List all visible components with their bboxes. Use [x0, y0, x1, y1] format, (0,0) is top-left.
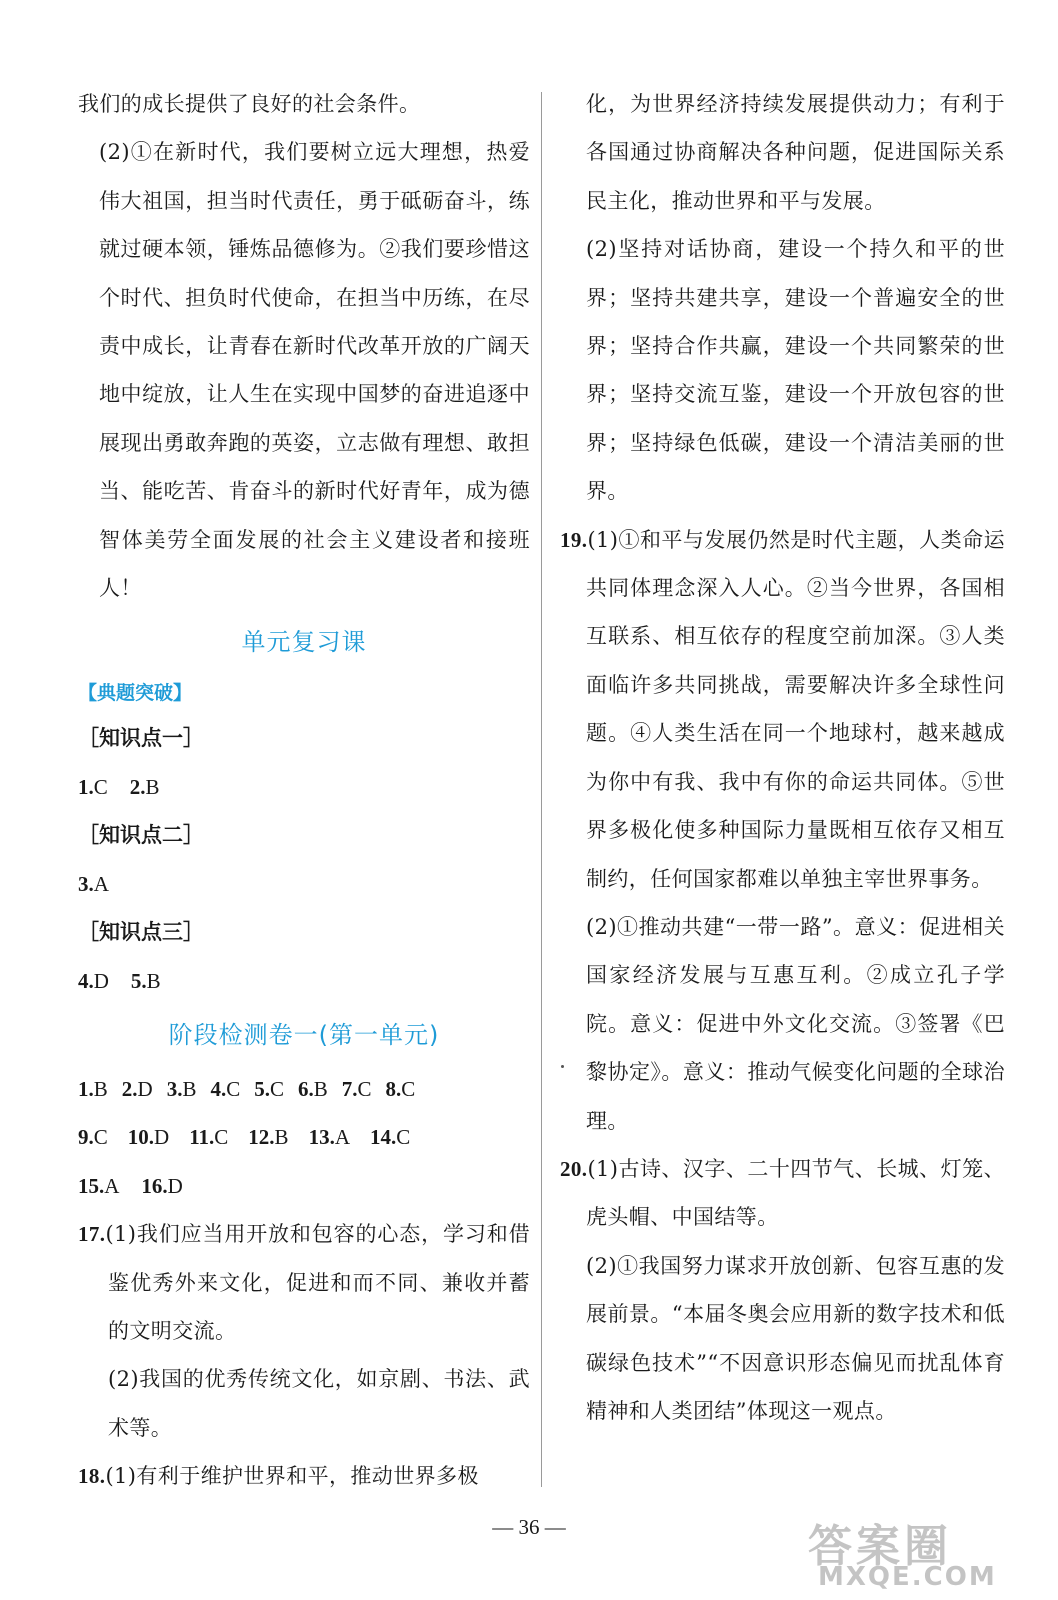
answer-row	[78, 1065, 530, 1113]
answer-choice: B	[146, 968, 161, 993]
answer-row	[78, 957, 530, 1005]
answer-number: 3.	[78, 871, 94, 896]
answer-number: 2.	[121, 1076, 138, 1101]
answer-choice: D	[154, 1125, 170, 1150]
paragraph: 我们的成长提供了良好的社会条件。	[78, 92, 421, 116]
paragraph: (2)①在新时代，我们要树立远大理想，热爱伟大祖国，担当时代责任，勇于砥砺奋斗，练就过硬本领，锤炼品德修为。②我们要珍惜这个时代、担负时代使命，在担当中历练，在尽责中成长，让青春在新时代改革开放的广阔天地中绽放，让人生在实现中国梦的奋进追逐中展现出勇敢奔跑的英姿，立志做有理想、敢担当、能吃苦、肯奋斗的新时代好青年，成为德智体美劳全面发展的社会主义建设者和接班人！	[99, 140, 530, 601]
answer-number: 10.	[127, 1125, 155, 1150]
answer-choice: A	[93, 871, 109, 896]
answer-item	[130, 763, 160, 811]
answer-number: 2.	[129, 774, 146, 799]
question-19-part-2: (2)①推动共建“一带一路”。意义：促进相关国家经济发展与互惠互利。②成立孔子学院。意义：促进中外文化交流。③签署《巴黎协定》。意义：推动气候变化问题的全球治理。	[586, 914, 1005, 1133]
watermark-logo	[788, 1510, 1038, 1592]
question-20-part-2: (2)①我国努力谋求开放创新、包容互惠的发展前景。“本届冬奥会应用新的数字技术和低碳绿色技术”“不因意识形态偏见而扰乱体育精神和人类团结”体现这一观点。	[586, 1253, 1005, 1423]
answer-item	[131, 957, 161, 1005]
answer-number: 11.	[189, 1125, 215, 1150]
answer-row	[78, 1162, 530, 1210]
answer-choice: C	[396, 1125, 411, 1150]
question-number: 18.	[78, 1464, 106, 1489]
answer-number: 6.	[297, 1076, 314, 1101]
knowledge-point-heading: ［知识点二］	[78, 822, 204, 848]
column-divider	[541, 92, 542, 1487]
answer-number: 5.	[130, 968, 147, 993]
answer-number: 1.	[78, 774, 94, 799]
watermark-url: MXQE.COM	[818, 1562, 997, 1592]
answer-text: (1)古诗、汉字、二十四节气、长城、灯笼、虎头帽、中国结等。	[586, 1156, 1005, 1230]
answer-row	[78, 763, 530, 811]
question-18-part-1	[78, 1452, 530, 1500]
answer-text: (1)我们应当用开放和包容的心态，学习和借鉴优秀外来文化，促进和而不同、兼收并蓄的文明交流。	[105, 1222, 530, 1343]
knowledge-point-heading: ［知识点一］	[78, 725, 204, 751]
answer-item	[128, 1113, 169, 1161]
answer-choice: B	[93, 1076, 108, 1101]
answer-choice: A	[104, 1173, 120, 1198]
answer-number: 12.	[248, 1125, 275, 1150]
answer-item	[370, 1113, 410, 1161]
answer-item	[309, 1113, 350, 1161]
answer-choice: B	[182, 1076, 197, 1101]
answer-choice: C	[226, 1076, 241, 1101]
answer-number: 9.	[78, 1125, 94, 1150]
question-number: 17.	[78, 1222, 106, 1247]
answer-choice: C	[214, 1125, 229, 1150]
answer-choice: D	[93, 968, 109, 993]
answer-choice: A	[334, 1125, 350, 1150]
question-17-part-1	[78, 1210, 530, 1355]
answer-number: 4.	[210, 1076, 227, 1101]
answer-item	[78, 1065, 108, 1113]
answer-choice: D	[167, 1173, 183, 1198]
answer-text: (1)①和平与发展仍然是时代主题，人类命运共同体理念深入人心。②当今世界，各国相互联系、相互依存的程度空前加深。③人类面临许多共同挑战，需要解决许多全球性问题。④人类生活在同一个地球村，越来越成为你中有我、我中有你的命运共同体。⑤世界多极化使多种国际力量既相互依存又相互制约，任何国家都难以单独主宰世界事务。	[586, 527, 1005, 891]
answer-item	[386, 1065, 416, 1113]
answer-item	[78, 1113, 108, 1161]
answer-choice: C	[269, 1076, 284, 1101]
knowledge-point-heading: ［知识点三］	[78, 919, 204, 945]
left-column	[78, 80, 530, 1501]
answer-choice: B	[145, 774, 160, 799]
answer-item	[141, 1162, 182, 1210]
answer-text: (1)有利于维护世界和平，推动世界多极	[105, 1464, 479, 1489]
watermark-text: 答案圈	[808, 1521, 952, 1572]
answer-item	[78, 957, 109, 1005]
answer-number: 8.	[385, 1076, 402, 1101]
paragraph: 化，为世界经济持续发展提供动力；有利于各国通过协商解决各种问题，促进国际关系民主化，推动世界和平与发展。	[586, 92, 1005, 213]
answer-row	[78, 1113, 530, 1161]
answer-number: 16.	[141, 1173, 168, 1198]
question-20-part-1	[560, 1145, 1005, 1242]
answer-number: 3.	[166, 1076, 183, 1101]
question-number: 20.	[560, 1156, 588, 1181]
page-number: — 36 —	[492, 1515, 566, 1539]
answer-choice: C	[93, 1125, 108, 1150]
answer-number: 5.	[254, 1076, 270, 1101]
answer-choice: B	[274, 1125, 289, 1150]
answer-item	[210, 1065, 240, 1113]
answer-number: 14.	[369, 1125, 397, 1150]
section-tag: 【典题突破】	[78, 682, 193, 705]
answer-item	[167, 1065, 197, 1113]
answer-item	[342, 1065, 372, 1113]
answer-number: 15.	[78, 1173, 105, 1198]
answer-item	[248, 1113, 288, 1161]
answer-item	[189, 1113, 228, 1161]
answer-item	[298, 1065, 328, 1113]
answer-choice: C	[357, 1076, 372, 1101]
answer-choice: B	[313, 1076, 328, 1101]
answer-item	[78, 763, 108, 811]
paragraph: (2)坚持对话协商，建设一个持久和平的世界；坚持共建共享，建设一个普遍安全的世界；坚持合作共赢，建设一个共同繁荣的世界；坚持交流互鉴，建设一个开放包容的世界；坚持绿色低碳，建设一个清洁美丽的世界。	[586, 237, 1005, 504]
section-title: 阶段检测卷一(第一单元)	[168, 1020, 440, 1049]
section-title: 单元复习课	[241, 628, 367, 657]
answer-item	[78, 1162, 119, 1210]
answer-row	[78, 860, 530, 908]
answer-choice: C	[93, 774, 108, 799]
answer-choice: D	[137, 1076, 153, 1101]
answer-number: 13.	[308, 1125, 335, 1150]
answer-item	[254, 1065, 284, 1113]
answer-number: 4.	[78, 968, 94, 993]
question-19-part-1	[560, 516, 1005, 903]
question-17-part-2: (2)我国的优秀传统文化，如京剧、书法、武术等。	[108, 1367, 530, 1440]
right-column	[560, 80, 1005, 1435]
answer-number: 7.	[341, 1076, 358, 1101]
answer-number: 1.	[78, 1076, 94, 1101]
answer-item	[78, 860, 109, 908]
question-number: 19.	[560, 527, 588, 552]
answer-choice: C	[401, 1076, 416, 1101]
answer-item	[122, 1065, 153, 1113]
